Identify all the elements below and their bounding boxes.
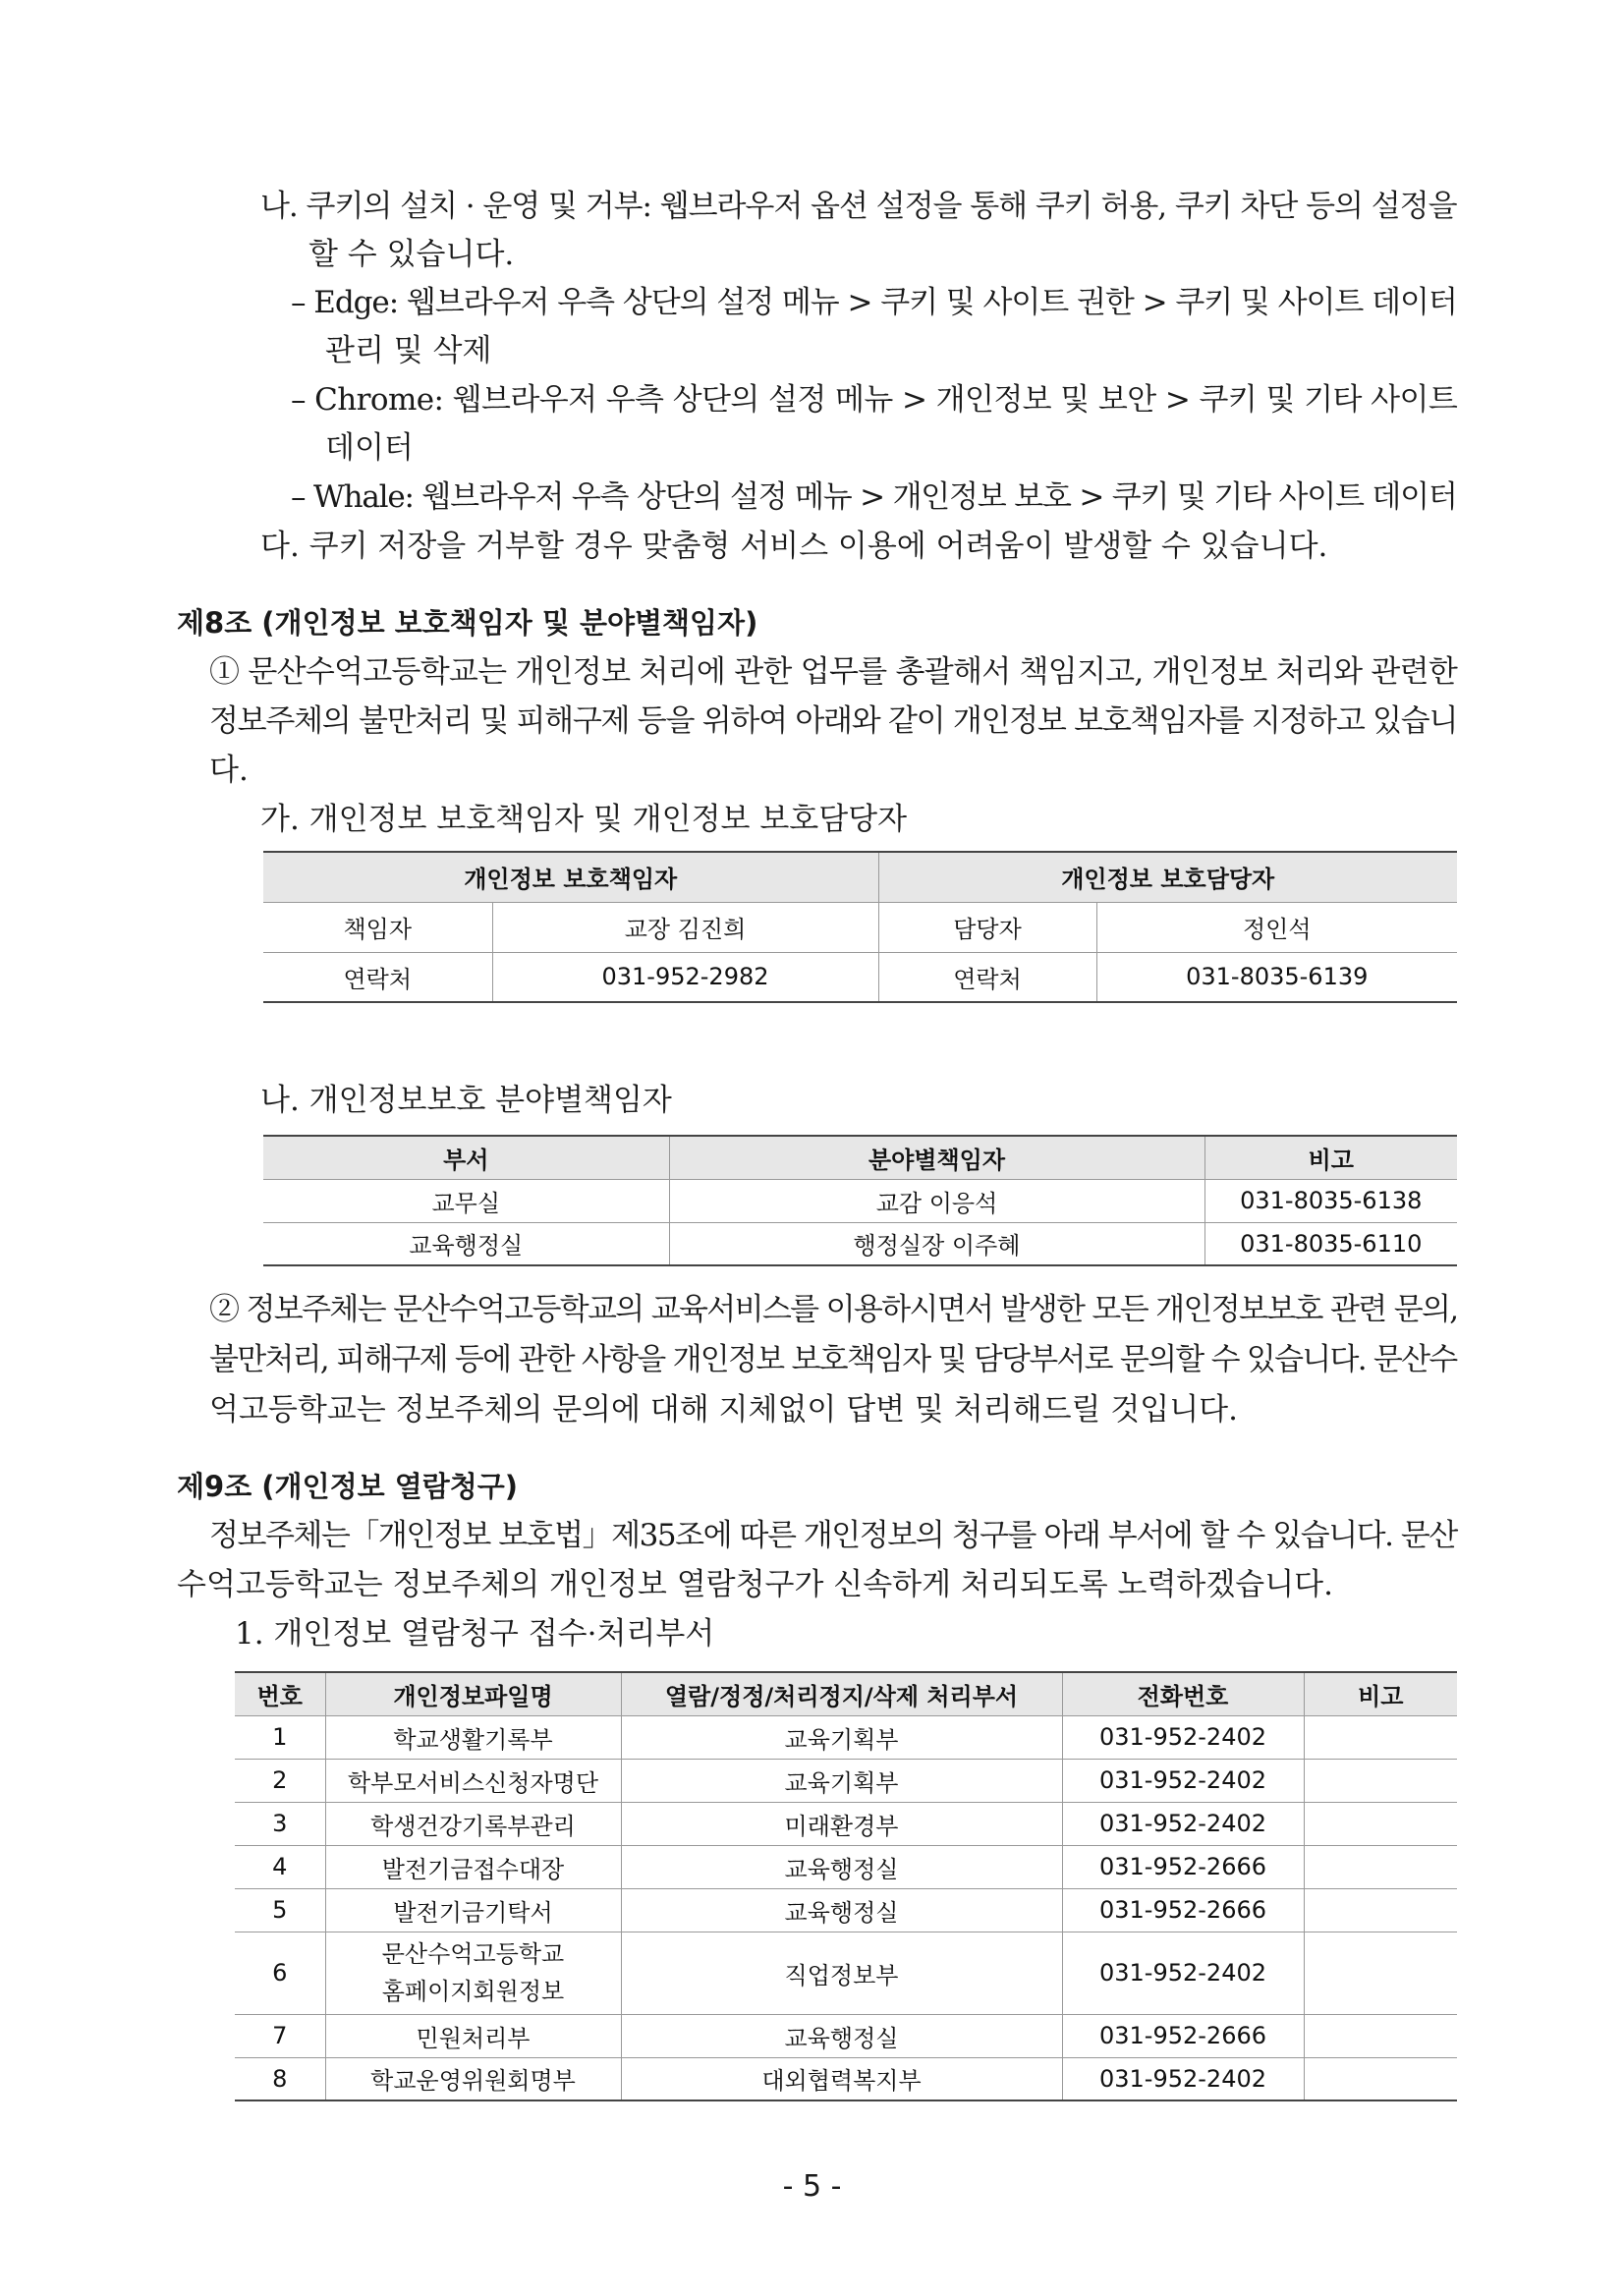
table-cell: 학교생활기록부 [325, 1715, 621, 1759]
table-header: 개인정보파일명 [325, 1672, 621, 1715]
table-cell: 교육기획부 [621, 1759, 1062, 1802]
field-officer-table [263, 1135, 1457, 1266]
table-cell: 학부모서비스신청자명단 [325, 1759, 621, 1802]
cookie-whale-line1: – Whale: 웹브라우저 우측 상단의 설정 메뉴 > 개인정보 보호 > 쿠키 및 기타 사이트 데이터 [291, 479, 1457, 515]
table-cell: 정인석 [1096, 902, 1457, 952]
table-cell [1304, 1932, 1457, 2014]
table-cell: 학교운영위원회명부 [325, 2057, 621, 2100]
table-cell: 6 [235, 1932, 325, 2014]
table-cell: 031-952-2666 [1062, 1888, 1304, 1932]
table-cell: 교육기획부 [621, 1715, 1062, 1759]
table-cell: 3 [235, 1802, 325, 1845]
table-row [235, 1845, 1457, 1888]
article8-p1-line1: ① 문산수억고등학교는 개인정보 처리에 관한 업무를 총괄해서 책임지고, 개인정보 처리와 관련한 [209, 654, 1458, 690]
article8-heading: 제8조 (개인정보 보호책임자 및 분야별책임자) [177, 606, 758, 640]
cookie-chrome-line1: – Chrome: 웹브라우저 우측 상단의 설정 메뉴 > 개인정보 및 보안 > 쿠키 및 기타 사이트 [291, 382, 1458, 418]
table-row [263, 952, 1457, 1002]
table-cell [1304, 1845, 1457, 1888]
article8-sub-na: 나. 개인정보보호 분야별책임자 [260, 1083, 672, 1118]
table-cell: 교감 이응석 [669, 1179, 1204, 1222]
table-row [235, 2014, 1457, 2057]
table-header: 개인정보 보호책임자 [263, 852, 878, 902]
table-cell: 031-952-2402 [1062, 1802, 1304, 1845]
article9-p-line1: 정보주체는「개인정보 보호법」제35조에 따른 개인정보의 청구를 아래 부서에 할 수 있습니다. 문산 [209, 1518, 1457, 1553]
table-row [235, 1932, 1457, 2014]
table-header: 전화번호 [1062, 1672, 1304, 1715]
cookie-edge-line2: 관리 및 삭제 [325, 333, 492, 368]
privacy-officer-table [263, 851, 1457, 1003]
table-cell: 031-8035-6138 [1204, 1179, 1457, 1222]
article8-p2-line2: 불만처리, 피해구제 등에 관한 사항을 개인정보 보호책임자 및 담당부서로 문의할 수 있습니다. 문산수 [209, 1342, 1457, 1377]
table-cell: 담당자 [878, 902, 1096, 952]
table-cell: 031-8035-6110 [1204, 1222, 1457, 1265]
table-cell: 교무실 [263, 1179, 669, 1222]
cookie-item-na-line1: 나. 쿠키의 설치 · 운영 및 거부: 웹브라우저 옵션 설정을 통해 쿠키 허용, 쿠키 차단 등의 설정을 [260, 189, 1457, 224]
cookie-chrome-line2: 데이터 [325, 430, 414, 466]
table-cell: 발전기금기탁서 [325, 1888, 621, 1932]
table-row [263, 1222, 1457, 1265]
table-header: 비고 [1304, 1672, 1457, 1715]
table-cell: 대외협력복지부 [621, 2057, 1062, 2100]
table-row [235, 2057, 1457, 2100]
table-cell [1304, 1715, 1457, 1759]
table-cell [1304, 1802, 1457, 1845]
article9-heading: 제9조 (개인정보 열람청구) [177, 1470, 519, 1503]
table-cell: 031-8035-6139 [1096, 952, 1457, 1002]
table-cell: 발전기금접수대장 [325, 1845, 621, 1888]
table-header-row [235, 1672, 1457, 1715]
table-cell: 031-952-2666 [1062, 1845, 1304, 1888]
table-cell: 031-952-2402 [1062, 2057, 1304, 2100]
table-cell: 031-952-2402 [1062, 1715, 1304, 1759]
table-row [235, 1802, 1457, 1845]
table-cell: 031-952-2402 [1062, 1932, 1304, 2014]
table-cell [1304, 2057, 1457, 2100]
page-number: - 5 - [782, 2169, 842, 2204]
file-name-line1: 문산수억고등학교 [381, 1940, 565, 1968]
table-cell: 2 [235, 1759, 325, 1802]
table-header: 부서 [263, 1136, 669, 1179]
table-cell: 5 [235, 1888, 325, 1932]
table-cell: 1 [235, 1715, 325, 1759]
table-cell: 연락처 [878, 952, 1096, 1002]
article9-p-line2: 수억고등학교는 정보주체의 개인정보 열람청구가 신속하게 처리되도록 노력하겠습니다. [177, 1567, 1333, 1602]
table-cell [325, 1932, 621, 2014]
table-cell: 연락처 [263, 952, 492, 1002]
table-cell: 행정실장 이주혜 [669, 1222, 1204, 1265]
table-cell: 7 [235, 2014, 325, 2057]
cookie-item-da: 다. 쿠키 저장을 거부할 경우 맞춤형 서비스 이용에 어려움이 발생할 수 있습니다. [260, 529, 1328, 564]
table-cell: 미래환경부 [621, 1802, 1062, 1845]
article8-p2-line3: 억고등학교는 정보주체의 문의에 대해 지체없이 답변 및 처리해드릴 것입니다. [209, 1392, 1238, 1428]
table-cell: 민원처리부 [325, 2014, 621, 2057]
article8-p1-line2: 정보주체의 불만처리 및 피해구제 등을 위하여 아래와 같이 개인정보 보호책임자를 지정하고 있습니 [209, 703, 1458, 739]
table-cell: 학생건강기록부관리 [325, 1802, 621, 1845]
table-cell: 031-952-2982 [492, 952, 878, 1002]
table-row [263, 902, 1457, 952]
table-cell [1304, 1759, 1457, 1802]
table-cell [1304, 2014, 1457, 2057]
article9-sub-1: 1. 개인정보 열람청구 접수·처리부서 [235, 1616, 715, 1652]
table-cell [1304, 1888, 1457, 1932]
table-cell: 031-952-2666 [1062, 2014, 1304, 2057]
table-header: 비고 [1204, 1136, 1457, 1179]
table-row [235, 1759, 1457, 1802]
article8-p2-line1: ② 정보주체는 문산수억고등학교의 교육서비스를 이용하시면서 발생한 모든 개인정보보호 관련 문의, [209, 1292, 1458, 1327]
table-header-row [263, 1136, 1457, 1179]
table-row [263, 1179, 1457, 1222]
article8-p1-line3: 다. [209, 753, 249, 788]
table-cell: 교육행정실 [621, 1845, 1062, 1888]
table-header: 번호 [235, 1672, 325, 1715]
table-header-row [263, 852, 1457, 902]
table-header: 개인정보 보호담당자 [878, 852, 1457, 902]
table-cell: 교육행정실 [621, 1888, 1062, 1932]
file-name-line2: 홈페이지회원정보 [381, 1978, 565, 2005]
table-cell: 교육행정실 [621, 2014, 1062, 2057]
article8-sub-ga: 가. 개인정보 보호책임자 및 개인정보 보호담당자 [260, 802, 908, 837]
table-row [235, 1888, 1457, 1932]
table-row [235, 1715, 1457, 1759]
cookie-item-na-line2: 할 수 있습니다. [308, 237, 515, 272]
table-header: 분야별책임자 [669, 1136, 1204, 1179]
table-cell: 교육행정실 [263, 1222, 669, 1265]
table-cell: 직업정보부 [621, 1932, 1062, 2014]
table-cell: 8 [235, 2057, 325, 2100]
table-cell: 031-952-2402 [1062, 1759, 1304, 1802]
table-cell: 책임자 [263, 902, 492, 952]
table-header: 열람/정정/처리정지/삭제 처리부서 [621, 1672, 1062, 1715]
cookie-edge-line1: – Edge: 웹브라우저 우측 상단의 설정 메뉴 > 쿠키 및 사이트 권한 > 쿠키 및 사이트 데이터 [291, 285, 1457, 320]
table-cell: 교장 김진희 [492, 902, 878, 952]
access-request-table [235, 1671, 1457, 2101]
table-cell: 4 [235, 1845, 325, 1888]
